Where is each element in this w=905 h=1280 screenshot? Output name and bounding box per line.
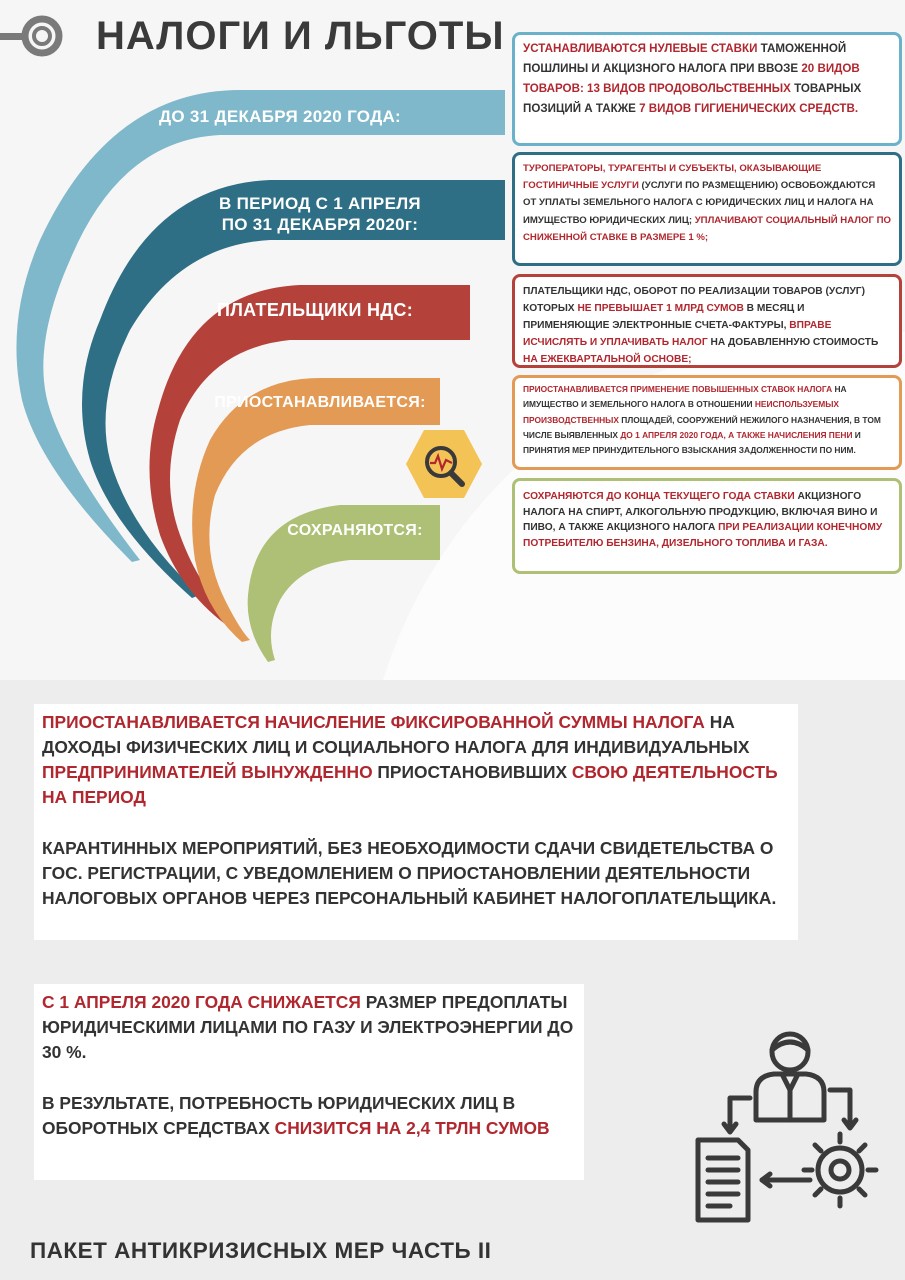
b5-text-1: АКЦИЗНОГО НАЛОГА НА СПИРТ, АЛКОГОЛЬНУЮ ПРОДУКЦИЮ, ВКЛЮЧАЯ ВИНО И ПИВО, А ТАКЖЕ АКЦИЗНОГО НАЛОГА [523,491,878,533]
b3-highlight-3: НА ЕЖЕКВАРТАЛЬНОЙ ОСНОВЕ; [523,354,692,365]
ribbon-2-label [200,193,440,235]
ribbon-5-label: СОХРАНЯЮТСЯ: [287,522,423,539]
card2-text-2: В РЕЗУЛЬТАТЕ, ПОТРЕБНОСТЬ ЮРИДИЧЕСКИХ ЛИЦ В ОБОРОТНЫХ СРЕДСТВАХ [42,1093,516,1138]
info-box-suspended [512,375,902,470]
magnifier-logo-icon [0,14,66,60]
b5-highlight-2: ПРИ РЕАЛИЗАЦИИ КОНЕЧНОМУ ПОТРЕБИТЕЛЮ БЕНЗИНА, ДИЗЕЛЬНОГО ТОПЛИВА И ГАЗА. [523,522,883,549]
ribbon-1-label: ДО 31 ДЕКАБРЯ 2020 ГОДА: [158,107,402,126]
b3-highlight-2: ВПРАВЕ ИСЧИСЛЯТЬ И УПЛАЧИВАТЬ НАЛОГ [523,320,832,348]
b4-highlight-1: ПРИОСТАНАВЛИВАЕТСЯ ПРИМЕНЕНИЕ ПОВЫШЕННЫХ СТАВОК НАЛОГА [523,384,833,394]
person-gear-document-cycle-icon [690,1030,890,1230]
info-box-tour-operators [512,152,902,266]
b4-highlight-2: НЕИСПОЛЬЗУЕМЫХ ПРОИЗВОДСТВЕННЫХ [523,399,840,425]
ribbon-2-label-line1: В ПЕРИОД С 1 АПРЕЛЯ [219,194,421,213]
analytics-magnifier-icon [404,428,484,500]
ribbon-4-label: ПРИОСТАНАВЛИВАЕТСЯ: [214,394,426,411]
b2-highlight-1: ТУРОПЕРАТОРЫ, ТУРАГЕНТЫ И СУБЪЕКТЫ, ОКАЗЫВАЮЩИЕ ГОСТИНИЧНЫЕ УСЛУГИ [523,163,822,192]
card2-paragraph-2 [42,1091,576,1141]
card2-paragraph-1 [42,990,576,1065]
b2-text-1: (УСЛУГИ ПО РАЗМЕЩЕНИЮ) ОСВОБОЖДАЮТСЯ ОТ УПЛАТЫ ЗЕМЕЛЬНОГО НАЛОГА С ЮРИДИЧЕСКИХ ЛИЦ И НАЛОГА НА ИМУЩЕСТВО ЮРИДИЧЕСКИХ ЛИЦ; [523,180,876,226]
ribbon-3-label: ПЛАТЕЛЬЩИКИ НДС: [216,300,414,320]
card1-highlight-3: СВОЮ ДЕЯТЕЛЬНОСТЬ НА ПЕРИОД [42,762,778,807]
card2-highlight-2: СНИЗИТСЯ НА 2,4 ТРЛН СУМОВ [274,1118,550,1138]
b1-text-2: ТОВАРНЫХ ПОЗИЦИЙ А ТАКЖЕ [523,82,862,115]
b5-highlight-1: СОХРАНЯЮТСЯ ДО КОНЦА ТЕКУЩЕГО ГОДА СТАВКИ [523,491,795,502]
card1-highlight-2: ПРЕДПРИНИМАТЕЛЕЙ ВЫНУЖДЕННО [42,762,373,782]
b2-highlight-2: УПЛАЧИВАЮТ СОЦИАЛЬНЫЙ НАЛОГ ПО СНИЖЕННОЙ СТАВКЕ В РАЗМЕРЕ 1 %; [523,214,891,243]
card1-text-2: ПРИОСТАНОВИВШИХ [372,762,572,782]
b4-text-1: НА ИМУЩЕСТВО И ЗЕМЕЛЬНОГО НАЛОГА В ОТНОШЕНИИ [523,384,847,410]
card1-highlight-1: ПРИОСТАНАВЛИВАЕТСЯ НАЧИСЛЕНИЕ ФИКСИРОВАННОЙ СУММЫ НАЛОГА [42,712,705,732]
ribbon-2-label-line2: ПО 31 ДЕКАБРЯ 2020г: [221,215,419,234]
info-box-vat-payers [512,274,902,368]
card2-text-1: РАЗМЕР ПРЕДОПЛАТЫ ЮРИДИЧЕСКИМИ ЛИЦАМИ ПО ГАЗУ И ЭЛЕКТРОЭНЕРГИИ ДО 30 %. [42,992,574,1062]
page-title: НАЛОГИ И ЛЬГОТЫ [96,14,505,58]
card1-text-1: НА ДОХОДЫ ФИЗИЧЕСКИХ ЛИЦ И СОЦИАЛЬНОГО НАЛОГА ДЛЯ ИНДИВИДУАЛЬНЫХ [42,712,750,757]
b1-highlight-2: 20 ВИДОВ ТОВАРОВ: 13 ВИДОВ ПРОДОВОЛЬСТВЕННЫХ [523,62,860,95]
b1-highlight-1: УСТАНАВЛИВАЮТСЯ НУЛЕВЫЕ СТАВКИ [523,42,758,55]
footer-title: ПАКЕТ АНТИКРИЗИСНЫХ МЕР ЧАСТЬ II [30,1238,492,1263]
fixed-tax-suspension-card [34,704,798,940]
b4-highlight-3: ДО 1 АПРЕЛЯ 2020 ГОДА, А ТАКЖЕ НАЧИСЛЕНИЯ ПЕНИ [620,429,853,440]
b3-text-2: В МЕСЯЦ И ПРИМЕНЯЮЩИЕ ЭЛЕКТРОННЫЕ СЧЕТА-ФАКТУРЫ, [523,303,805,331]
b3-highlight-1: НЕ ПРЕВЫШАЕТ 1 МЛРД СУМОВ [577,303,744,314]
card2-highlight-1: С 1 АПРЕЛЯ 2020 ГОДА СНИЖАЕТСЯ [42,992,361,1012]
b1-text-1: ТАМОЖЕННОЙ ПОШЛИНЫ И АКЦИЗНОГО НАЛОГА ПРИ ВВОЗЕ [523,42,847,75]
b4-text-2: ПЛОЩАДЕЙ, СООРУЖЕНИЙ НЕЖИЛОГО НАЗНАЧЕНИЯ, В ТОМ ЧИСЛЕ ВЫЯВЛЕННЫХ [523,414,881,440]
prepayment-reduction-card [34,984,584,1180]
b4-text-3: И ПРИНЯТИЯ МЕР ПРИНУДИТЕЛЬНОГО ВЗЫСКАНИЯ ЗАДОЛЖЕННОСТИ ПО НИМ. [523,429,861,456]
info-box-zero-rates [512,32,902,146]
info-box-preserved [512,478,902,574]
b3-text-3: НА ДОБАВЛЕННУЮ СТОИМОСТЬ [707,337,879,348]
b3-text-1: ПЛАТЕЛЬЩИКИ НДС, ОБОРОТ ПО РЕАЛИЗАЦИИ ТОВАРОВ (УСЛУГ) КОТОРЫХ [523,286,865,314]
ribbon-graphic [0,80,520,680]
card1-paragraph-1 [42,710,790,810]
b1-highlight-3: 7 ВИДОВ ГИГИЕНИЧЕСКИХ СРЕДСТВ. [639,102,859,115]
card1-paragraph-2: КАРАНТИННЫХ МЕРОПРИЯТИЙ, БЕЗ НЕОБХОДИМОСТИ СДАЧИ СВИДЕТЕЛЬСТВА О ГОС. РЕГИСТРАЦИИ, С УВЕДОМЛЕНИЕМ О ПРИОСТАНОВЛЕНИИ ДЕЯТЕЛЬНОСТИ НАЛОГОВЫХ ОРГАНОВ ЧЕРЕЗ ПЕРСОНАЛЬНЫЙ КАБИНЕТ НАЛОГОПЛАТЕЛЬЩИКА. [42,838,777,908]
